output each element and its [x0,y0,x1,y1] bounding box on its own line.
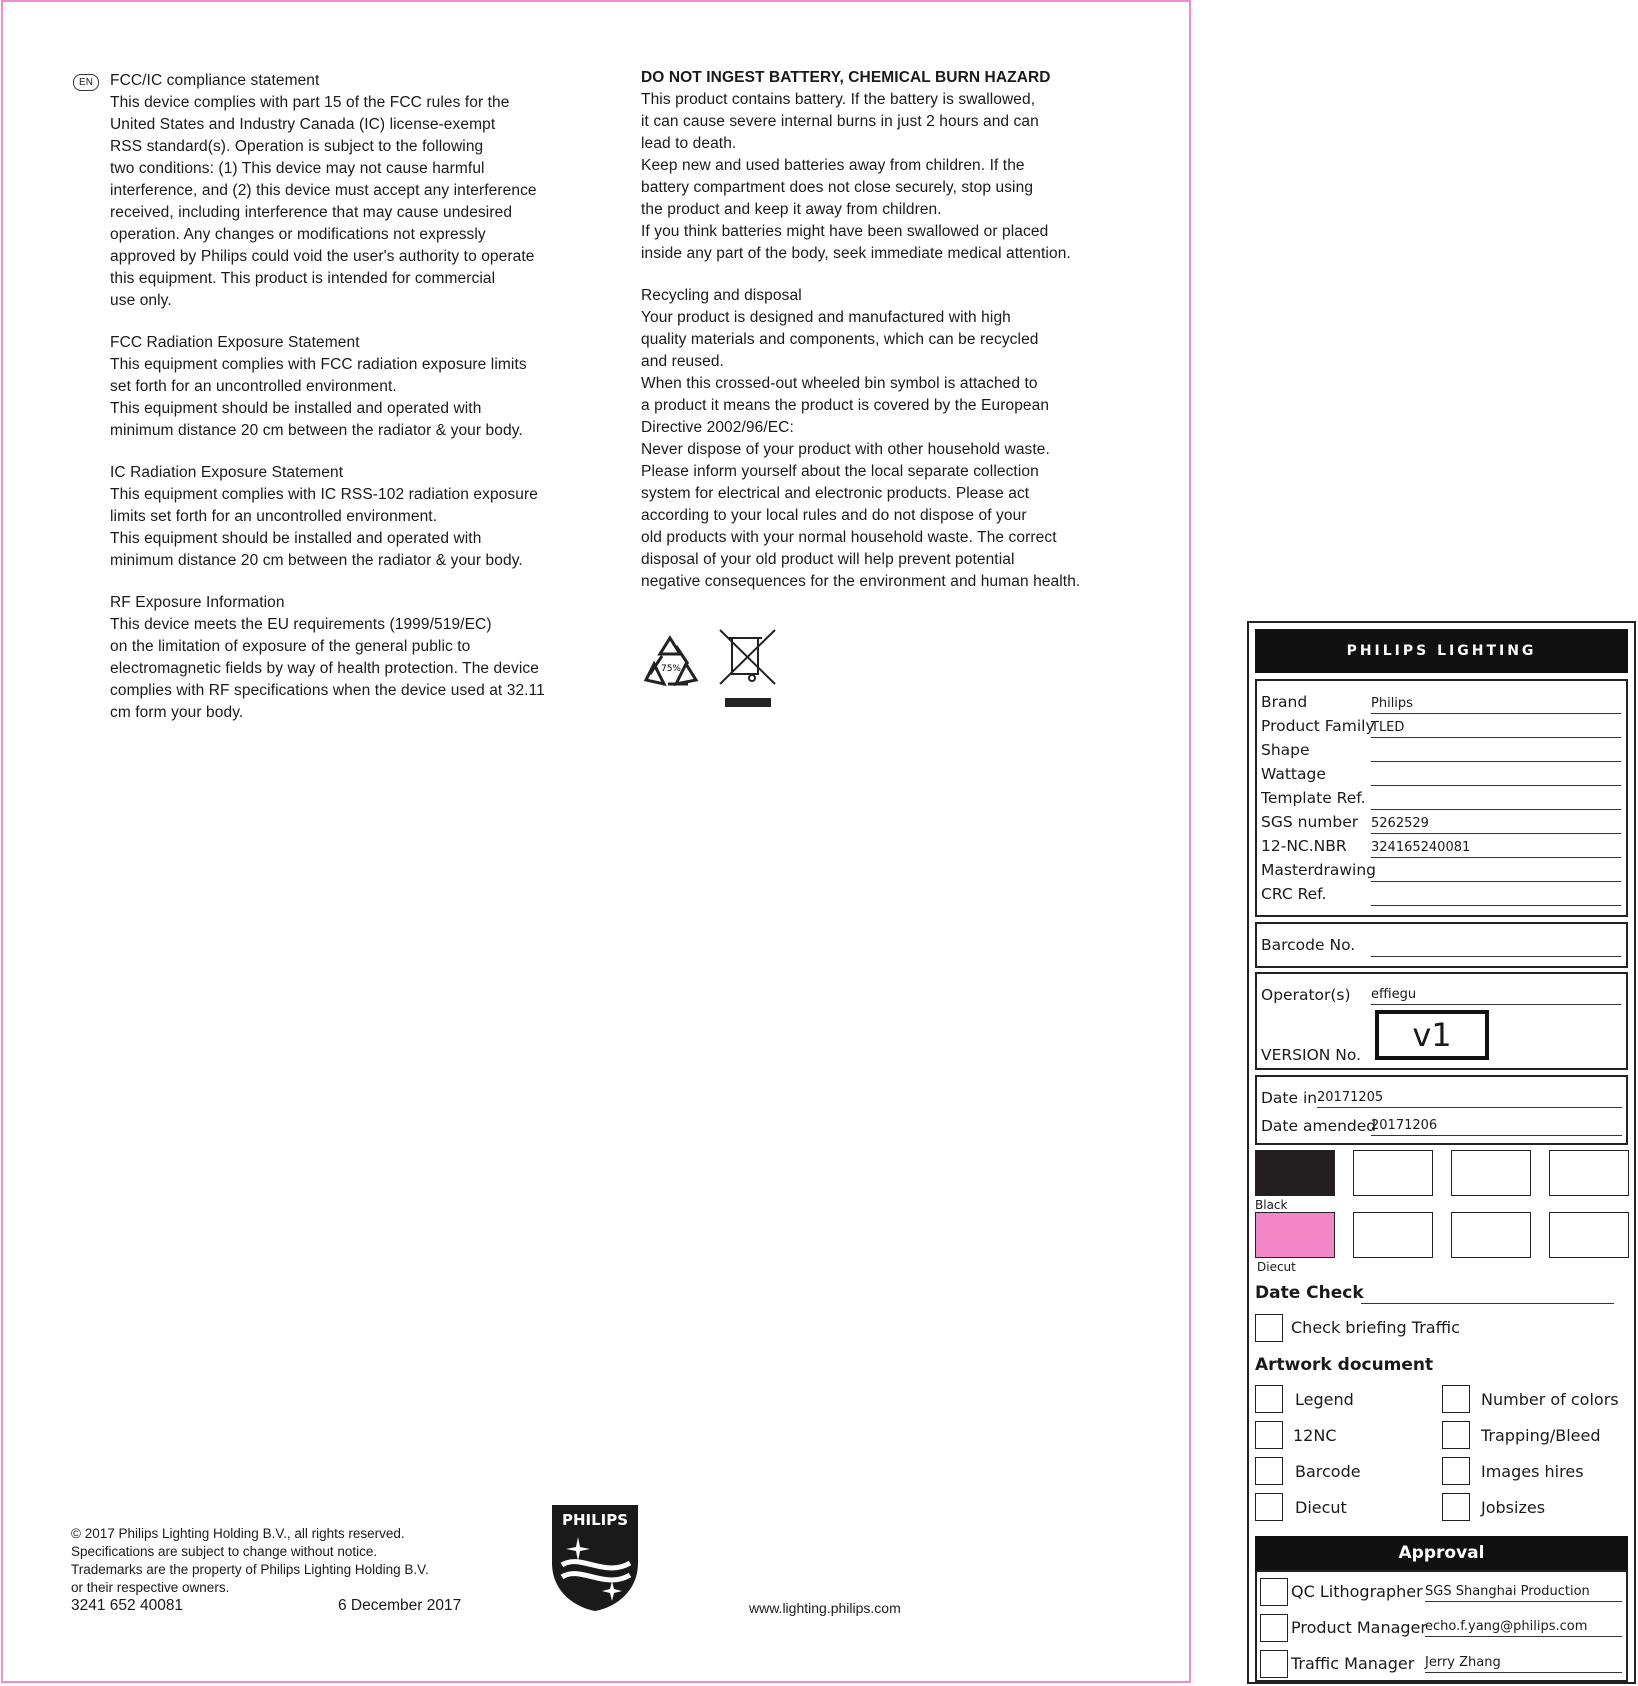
field-value[interactable]: Philips [1371,695,1621,714]
document-date: 6 December 2017 [338,1597,462,1614]
field-label: Product Family [1261,717,1375,735]
date-amended-label: Date amended [1261,1117,1377,1135]
rf-line: on the limitation of exposure of the general public to [110,638,471,655]
artwork-item-label: Number of colors [1481,1390,1619,1409]
swatch-diecut-label: Diecut [1257,1260,1296,1274]
disposal-icons [640,628,790,713]
fcc-radiation-line: minimum distance 20 cm between the radiator & your body. [110,422,523,439]
field-label: 12-NC.NBR [1261,837,1347,855]
images-hires-checkbox[interactable] [1442,1457,1470,1485]
ic-radiation-line: minimum distance 20 cm between the radiator & your body. [110,552,523,569]
field-label: Shape [1261,741,1310,759]
fcc-line: RSS standard(s). Operation is subject to the following [110,138,484,155]
approval-role-label: Product Manager [1291,1618,1427,1637]
field-value[interactable]: 5262529 [1371,815,1621,834]
legend-checkbox[interactable] [1255,1385,1283,1413]
artwork-item-label: Legend [1295,1390,1354,1409]
version-value[interactable]: v1 [1375,1010,1489,1060]
barcode-checkbox[interactable] [1255,1457,1283,1485]
right-column [641,67,1161,613]
battery-line: the product and keep it away from children. [641,201,942,218]
card-brand-header: PHILIPS LIGHTING [1255,629,1628,673]
recycling-line: and reused. [641,353,724,370]
rf-line: This device meets the EU requirements (1999/519/EC) [110,616,492,633]
battery-line: inside any part of the body, seek immediate medical attention. [641,245,1071,262]
fcc-line: United States and Industry Canada (IC) license-exempt [110,116,496,133]
version-label: VERSION No. [1261,1046,1362,1064]
swatch-diecut [1255,1212,1335,1258]
recycling-line: Never dispose of your product with other household waste. [641,441,1050,458]
legal-line: Specifications are subject to change without notice. [71,1544,378,1559]
recycling-line: according to your local rules and do not dispose of your [641,507,1027,524]
battery-section [641,67,1161,265]
footer-legal [71,1525,429,1597]
crossed-bin-icon [720,630,775,684]
fcc-radiation-line: This equipment should be installed and operated with [110,400,482,417]
document-code: 3241 652 40081 [71,1597,184,1614]
swatch-empty [1353,1212,1433,1258]
battery-line: If you think batteries might have been swallowed or placed [641,223,1049,240]
jobsizes-checkbox[interactable] [1442,1493,1470,1521]
approval-name[interactable]: echo.f.yang@philips.com [1425,1618,1622,1637]
approval-name[interactable]: SGS Shanghai Production [1425,1583,1622,1602]
artwork-item-label: Diecut [1295,1498,1347,1517]
fcc-radiation-line: This equipment complies with FCC radiation exposure limits [110,356,527,373]
12nc-checkbox[interactable] [1255,1421,1283,1449]
fcc-line: This device complies with part 15 of the FCC rules for the [110,94,510,111]
swatch-empty [1549,1150,1629,1196]
operator-value[interactable]: effiegu [1371,986,1621,1005]
field-value[interactable] [1371,791,1621,810]
battery-line: lead to death. [641,135,737,152]
recycling-title: Recycling and disposal [641,287,802,304]
number-of-colors-checkbox[interactable] [1442,1385,1470,1413]
recycling-line: Please inform yourself about the local separate collection [641,463,1039,480]
check-briefing-checkbox[interactable] [1255,1314,1283,1342]
artwork-item-label: 12NC [1293,1426,1337,1445]
field-value[interactable] [1371,863,1621,882]
rf-title: RF Exposure Information [110,594,285,611]
swatch-black-label: Black [1255,1198,1288,1212]
product-fields-box [1255,679,1628,917]
qc-lithographer-checkbox[interactable] [1260,1578,1288,1606]
fcc-line: two conditions: (1) This device may not cause harmful [110,160,485,177]
ic-radiation-line: limits set forth for an uncontrolled environment. [110,508,438,525]
trapping-bleed-checkbox[interactable] [1442,1421,1470,1449]
date-amended-value[interactable]: 20171206 [1371,1117,1622,1136]
date-in-value[interactable]: 20171205 [1317,1089,1622,1108]
recycling-line: quality materials and components, which can be recycled [641,331,1039,348]
field-label: Template Ref. [1261,789,1366,807]
recycling-section [641,285,1161,593]
recycle-icon [640,628,790,708]
battery-line: This product contains battery. If the battery is swallowed, [641,91,1036,108]
battery-warning-title: DO NOT INGEST BATTERY, CHEMICAL BURN HAZARD [641,69,1051,86]
rf-line: electromagnetic fields by way of health protection. The device [110,660,539,677]
field-value[interactable] [1371,887,1621,906]
approval-role-label: QC Lithographer [1291,1582,1423,1601]
recycling-line: When this crossed-out wheeled bin symbol is attached to [641,375,1038,392]
barcode-value[interactable] [1371,938,1621,957]
recycling-line: negative consequences for the environment and human health. [641,573,1081,590]
recycling-line: old products with your normal household waste. The correct [641,529,1057,546]
rf-section [110,592,600,724]
field-label: Wattage [1261,765,1326,783]
recycling-line: Directive 2002/96/EC: [641,419,794,436]
philips-logo [550,1503,640,1618]
approvals-box [1255,1570,1628,1682]
artwork-item-label: Trapping/Bleed [1481,1426,1601,1445]
artwork-heading: Artwork document [1255,1355,1434,1375]
swatch-empty [1451,1212,1531,1258]
approval-role-label: Traffic Manager [1291,1654,1415,1673]
battery-line: battery compartment does not close securely, stop using [641,179,1034,196]
operator-label: Operator(s) [1261,986,1351,1004]
fcc-line: received, including interference that may cause undesired [110,204,513,221]
field-value[interactable]: TLED [1371,719,1621,738]
rf-line: complies with RF specifications when the device used at 32.11 [110,682,545,699]
ic-radiation-line: This equipment complies with IC RSS-102 radiation exposure [110,486,538,503]
fcc-line: approved by Philips could void the user's authority to operate [110,248,535,265]
fcc-line: interference, and (2) this device must accept any interference [110,182,537,199]
date-check-heading: Date Check [1255,1283,1364,1303]
traffic-manager-checkbox[interactable] [1260,1650,1288,1678]
field-value[interactable] [1371,743,1621,762]
field-label: CRC Ref. [1261,885,1327,903]
battery-line: it can cause severe internal burns in just 2 hours and can [641,113,1039,130]
rf-line: cm form your body. [110,704,244,721]
legal-line: Trademarks are the property of Philips Lighting Holding B.V. [71,1562,429,1577]
language-badge: EN [73,74,99,91]
check-briefing-label: Check briefing Traffic [1291,1318,1460,1337]
swatch-empty [1451,1150,1531,1196]
date-in-label: Date in [1261,1089,1318,1107]
bin-underline-bar [725,698,771,707]
fcc-radiation-line: set forth for an uncontrolled environment. [110,378,397,395]
website-link[interactable]: www.lighting.philips.com [749,1600,901,1616]
approval-name[interactable]: Jerry Zhang [1425,1654,1622,1673]
ic-radiation-title: IC Radiation Exposure Statement [110,464,344,481]
field-label: SGS number [1261,813,1359,831]
recycling-line: disposal of your old product will help prevent potential [641,551,1015,568]
field-label: Masterdrawing [1261,861,1377,879]
fcc-radiation-section [110,332,600,442]
fcc-line: this equipment. This product is intended for commercial [110,270,496,287]
field-value[interactable]: 324165240081 [1371,839,1621,858]
logo-wordmark: PHILIPS [561,1511,629,1529]
ic-radiation-line: This equipment should be installed and operated with [110,530,482,547]
swatch-black [1255,1150,1335,1196]
approval-header: Approval [1255,1536,1628,1570]
product-manager-checkbox[interactable] [1260,1614,1288,1642]
recycle-percent: 75% [660,664,682,674]
barcode-label: Barcode No. [1261,936,1356,954]
legal-line: or their respective owners. [71,1580,230,1595]
fcc-line: operation. Any changes or modifications not expressly [110,226,486,243]
swatch-empty [1549,1212,1629,1258]
left-column [110,70,600,744]
fcc-section [110,70,600,312]
artwork-item-label: Images hires [1481,1462,1584,1481]
ic-radiation-section [110,462,600,572]
diecut-checkbox[interactable] [1255,1493,1283,1521]
barcode-box [1255,922,1628,968]
fcc-line: use only. [110,292,172,309]
operator-box [1255,972,1628,1070]
battery-line: Keep new and used batteries away from children. If the [641,157,1025,174]
artwork-item-label: Jobsizes [1481,1498,1546,1517]
dates-box [1255,1075,1628,1145]
recycling-line: system for electrical and electronic products. Please act [641,485,1030,502]
recycling-line: Your product is designed and manufactured with high [641,309,1011,326]
date-check-line[interactable] [1361,1303,1614,1304]
recycling-line: a product it means the product is covered by the European [641,397,1050,414]
field-value[interactable] [1371,767,1621,786]
fcc-radiation-title: FCC Radiation Exposure Statement [110,334,360,351]
field-label: Brand [1261,693,1308,711]
fcc-title: FCC/IC compliance statement [110,72,320,89]
swatch-empty [1353,1150,1433,1196]
approval-card [1247,621,1636,1684]
legal-line: © 2017 Philips Lighting Holding B.V., all rights reserved. [71,1526,405,1541]
artwork-item-label: Barcode [1295,1462,1361,1481]
